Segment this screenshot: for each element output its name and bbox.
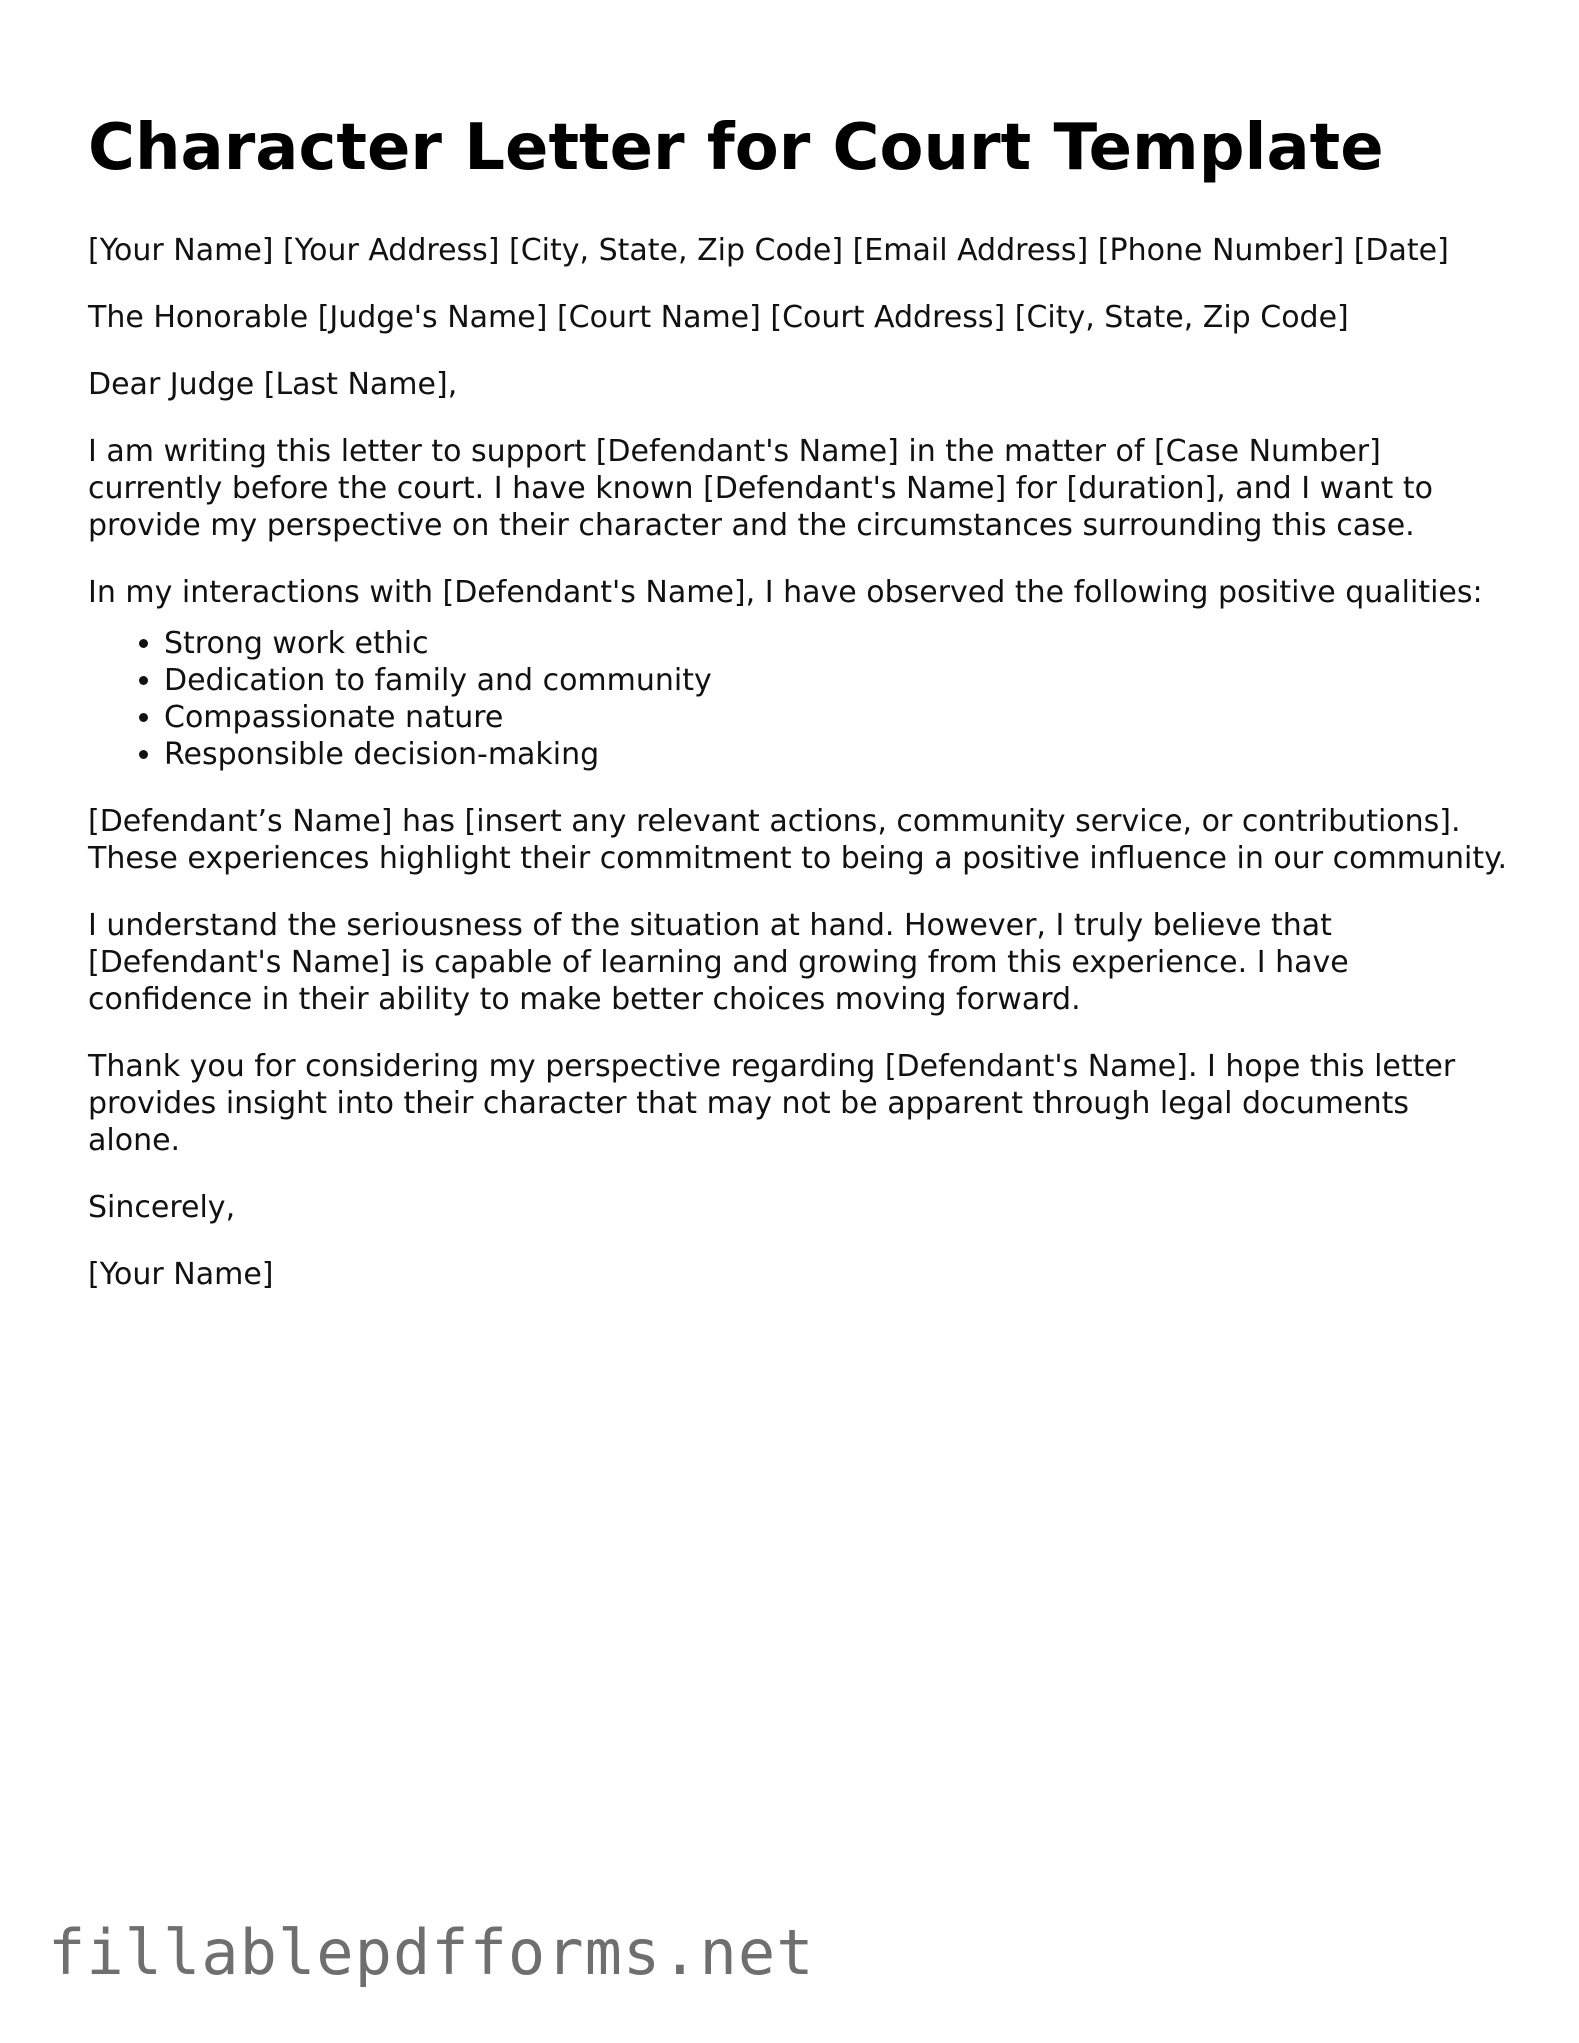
list-item: • Responsible decision-making <box>164 736 1508 773</box>
closing: Sincerely, <box>88 1190 236 1225</box>
list-item: • Strong work ethic <box>164 625 1508 662</box>
recipient-block: The Honorable [Judge's Name] [Court Name] [Court Address] [City, State, Zip Code] <box>88 300 1349 335</box>
sender-block: [Your Name] [Your Address] [City, State, Zip Code] [Email Address] [Phone Number] [Date] <box>88 233 1449 268</box>
paragraph-intro: I am writing this letter to support [Defendant's Name] in the matter of [Case Number] currently before the court. I have known [Defendant's Name] for [duration], and I want to provide my perspective on their character and the circumstances surrounding this case. <box>88 434 1433 543</box>
paragraph-contributions: [Defendant’s Name] has [insert any relevant actions, community service, or contributions]. These experiences highlight their commitment to being a positive influence in our community. <box>88 804 1508 876</box>
page-title: Character Letter for Court Template <box>88 111 1384 185</box>
watermark: fillablepdfforms.net <box>48 1916 815 1989</box>
salutation: Dear Judge [Last Name], <box>88 367 458 402</box>
paragraph-understanding: I understand the seriousness of the situation at hand. However, I truly believe that [Defendant's Name] is capable of learning and growing from this experience. I have confidence in their ability to make better choices moving forward. <box>88 908 1349 1017</box>
paragraph-qualities-intro: In my interactions with [Defendant's Name], I have observed the following positive qualities: <box>88 575 1483 610</box>
paragraph-thanks: Thank you for considering my perspective regarding [Defendant's Name]. I hope this letter provides insight into their character that may not be apparent through legal documents alone. <box>88 1049 1456 1158</box>
signature: [Your Name] <box>88 1257 274 1292</box>
list-item: • Dedication to family and community <box>164 662 1508 699</box>
letter-document <box>88 108 1508 1323</box>
qualities-list <box>88 625 1508 773</box>
list-item: • Compassionate nature <box>164 699 1508 736</box>
